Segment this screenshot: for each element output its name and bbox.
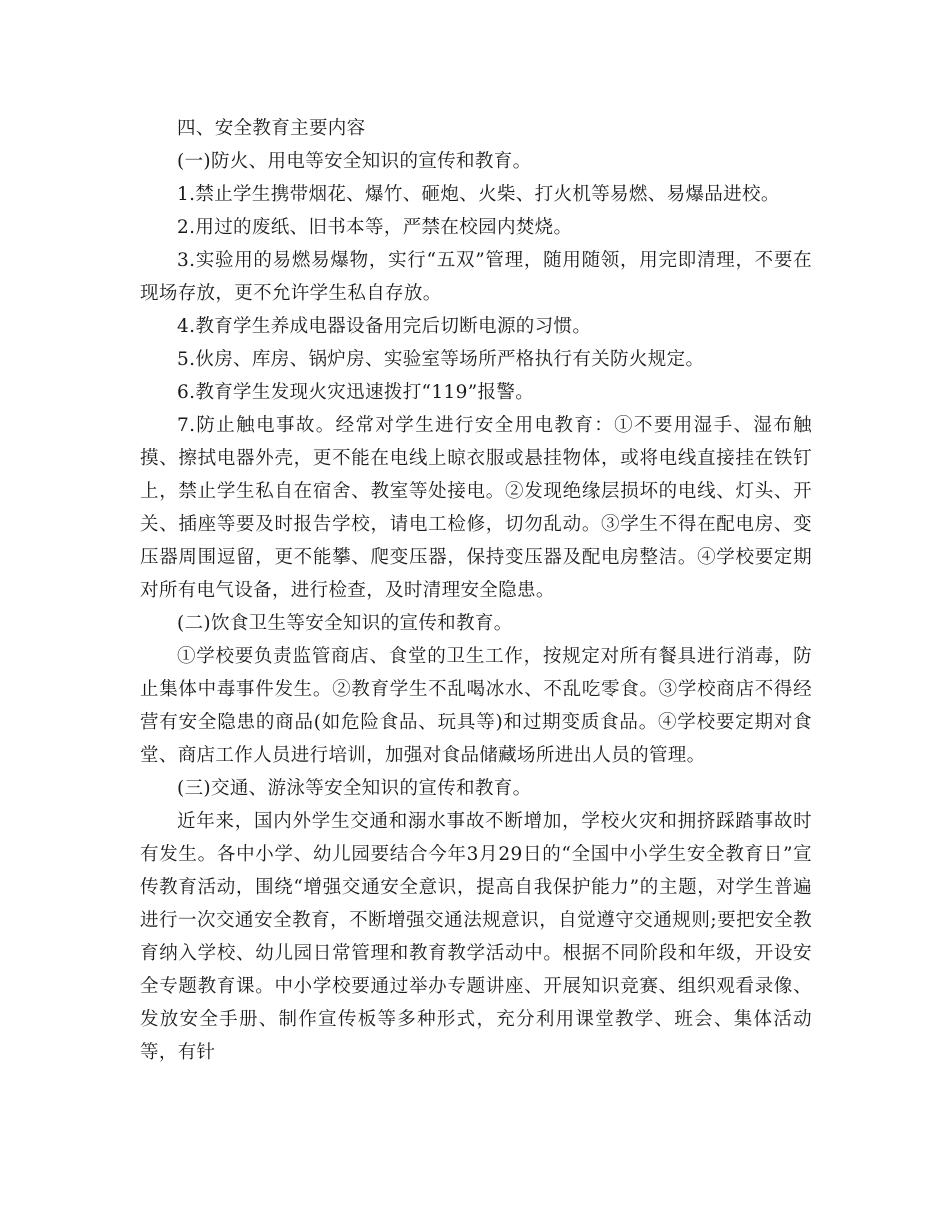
- list-item: 4.教育学生养成电器设备用完后切断电源的习惯。: [177, 316, 592, 337]
- list-item: 6.教育学生发现火灾迅速拨打“119”报警。: [177, 382, 535, 403]
- subsection-heading-traffic-swimming: (三)交通、游泳等安全知识的宣传和教育。: [177, 778, 532, 799]
- list-item: 2.用过的废纸、旧书本等，严禁在校园内焚烧。: [177, 217, 573, 238]
- subsection-heading-food-hygiene: (二)饮食卫生等安全知识的宣传和教育。: [177, 613, 513, 634]
- body-paragraph: 近年来，国内外学生交通和溺水事故不断增加，学校火灾和拥挤踩踏事故时有发生。各中小学、幼儿园要结合今年3月29日的“全国中小学生安全教育日”宣传教育活动，围绕“增强交通安全意识，提高自我保护能力”的主题，对学生普遍进行一次交通安全教育，不断增强交通法规意识，自觉遵守交通规则;要把安全教育纳入学校、幼儿园日常管理和教育教学活动中。根据不同阶段和年级，开设安全专题教育课。中小学校要通过举办专题讲座、开展知识竞赛、组织观看录像、发放安全手册、制作宣传板等多种形式，充分利用课堂教学、班会、集体活动等，有针: [140, 811, 812, 1063]
- list-item: 1.禁止学生携带烟花、爆竹、砸炮、火柴、打火机等易燃、易爆品进校。: [177, 184, 780, 205]
- document-page: [140, 112, 812, 1069]
- list-item: 5.伙房、库房、锅炉房、实验室等场所严格执行有关防火规定。: [177, 349, 705, 370]
- body-paragraph: ①学校要负责监管商店、食堂的卫生工作，按规定对所有餐具进行消毒，防止集体中毒事件发生。②教育学生不乱喝冰水、不乱吃零食。③学校商店不得经营有安全隐患的商品(如危险食品、玩具等)和过期变质食品。④学校要定期对食堂、商店工作人员进行培训，加强对食品储藏场所进出人员的管理。: [140, 646, 812, 766]
- list-item: 7.防止触电事故。经常对学生进行安全用电教育：①不要用湿手、湿布触摸、擦拭电器外壳，更不能在电线上晾衣服或悬挂物体，或将电线直接挂在铁钉上，禁止学生私自在宿舍、教室等处接电。②发现绝缘层损坏的电线、灯头、开关、插座等要及时报告学校，请电工检修，切勿乱动。③学生不得在配电房、变压器周围逗留，更不能攀、爬变压器，保持变压器及配电房整洁。④学校要定期对所有电气设备，进行检查，及时清理安全隐患。: [140, 415, 812, 601]
- list-item: 3.实验用的易燃易爆物，实行“五双”管理，随用随领，用完即清理，不要在现场存放，更不允许学生私自存放。: [140, 250, 812, 304]
- section-heading: 四、安全教育主要内容: [177, 118, 366, 139]
- subsection-heading-fire-electricity: (一)防火、用电等安全知识的宣传和教育。: [177, 151, 532, 172]
